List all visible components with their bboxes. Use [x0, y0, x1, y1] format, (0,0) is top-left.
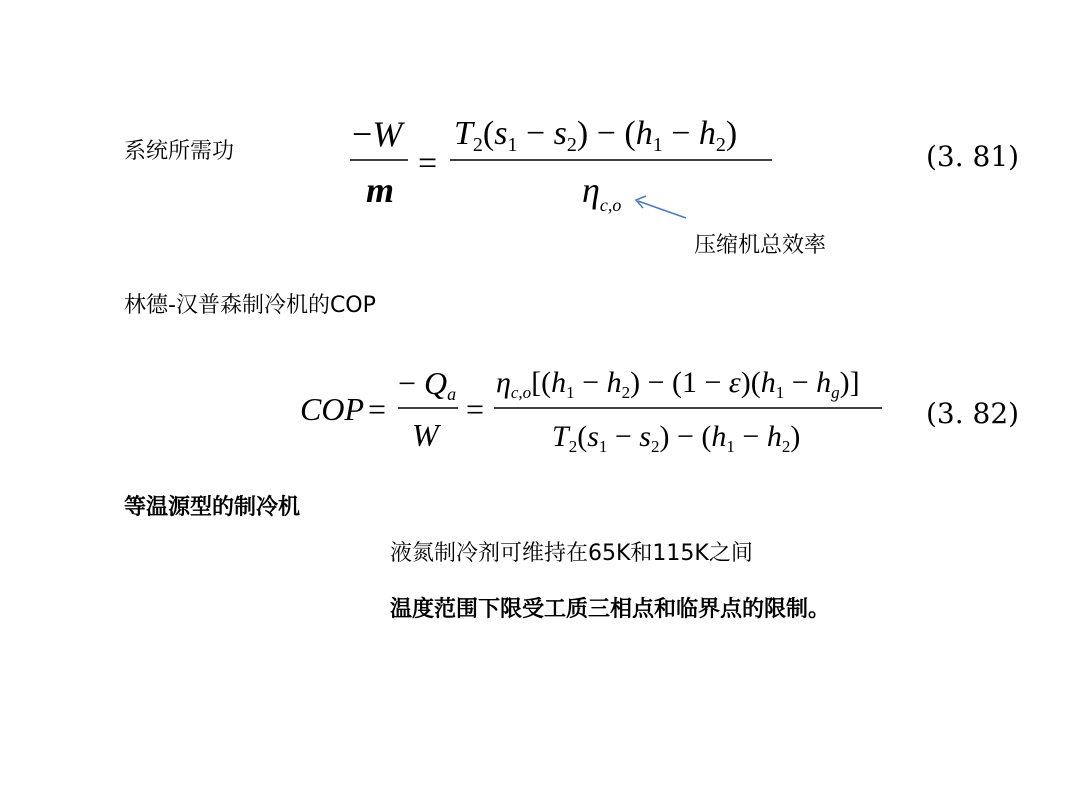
eq2-denominator: $T_2(s_1 - s_2) - (h_1 - h_2)$	[552, 420, 801, 456]
eq1-denominator-eta: $\eta_{c,o}$	[582, 170, 622, 215]
equation-number-3-82: (3. 82)	[926, 397, 1020, 430]
section-heading: 等温源型的制冷机	[124, 495, 301, 520]
eq2-numerator-minus-qa: − Qa	[398, 365, 457, 404]
eq2-equals-2: =	[466, 391, 485, 427]
ln2-range-text: 液氮制冷剂可维持在65K和115K之间	[390, 541, 753, 566]
equation-number-3-81: (3. 81)	[926, 140, 1020, 173]
compressor-efficiency-note: 压缩机总效率	[694, 233, 827, 258]
eq1-denominator-m: m	[366, 170, 395, 210]
eq2-numerator: $\eta_{c,o}[(h_1 - h_2) - (1 - \varepsilon)(h_1 - h_g)]$	[496, 366, 860, 402]
eq1-equals: =	[418, 145, 438, 182]
linde-hampson-cop-label: 林德-汉普森制冷机的COP	[124, 293, 376, 318]
eq1-numerator-minus-w: −W	[352, 114, 403, 154]
eq2-equals-1: =	[368, 391, 387, 427]
eq1-numerator: $T_2(s_1 - s_2) - (h_1 - h_2)$	[454, 115, 738, 156]
eq2-cop: COP	[300, 391, 364, 427]
temperature-limit-text: 温度范围下限受工质三相点和临界点的限制。	[390, 597, 831, 622]
work-required-label: 系统所需功	[124, 139, 235, 164]
eq2-denominator-w: W	[412, 417, 439, 453]
